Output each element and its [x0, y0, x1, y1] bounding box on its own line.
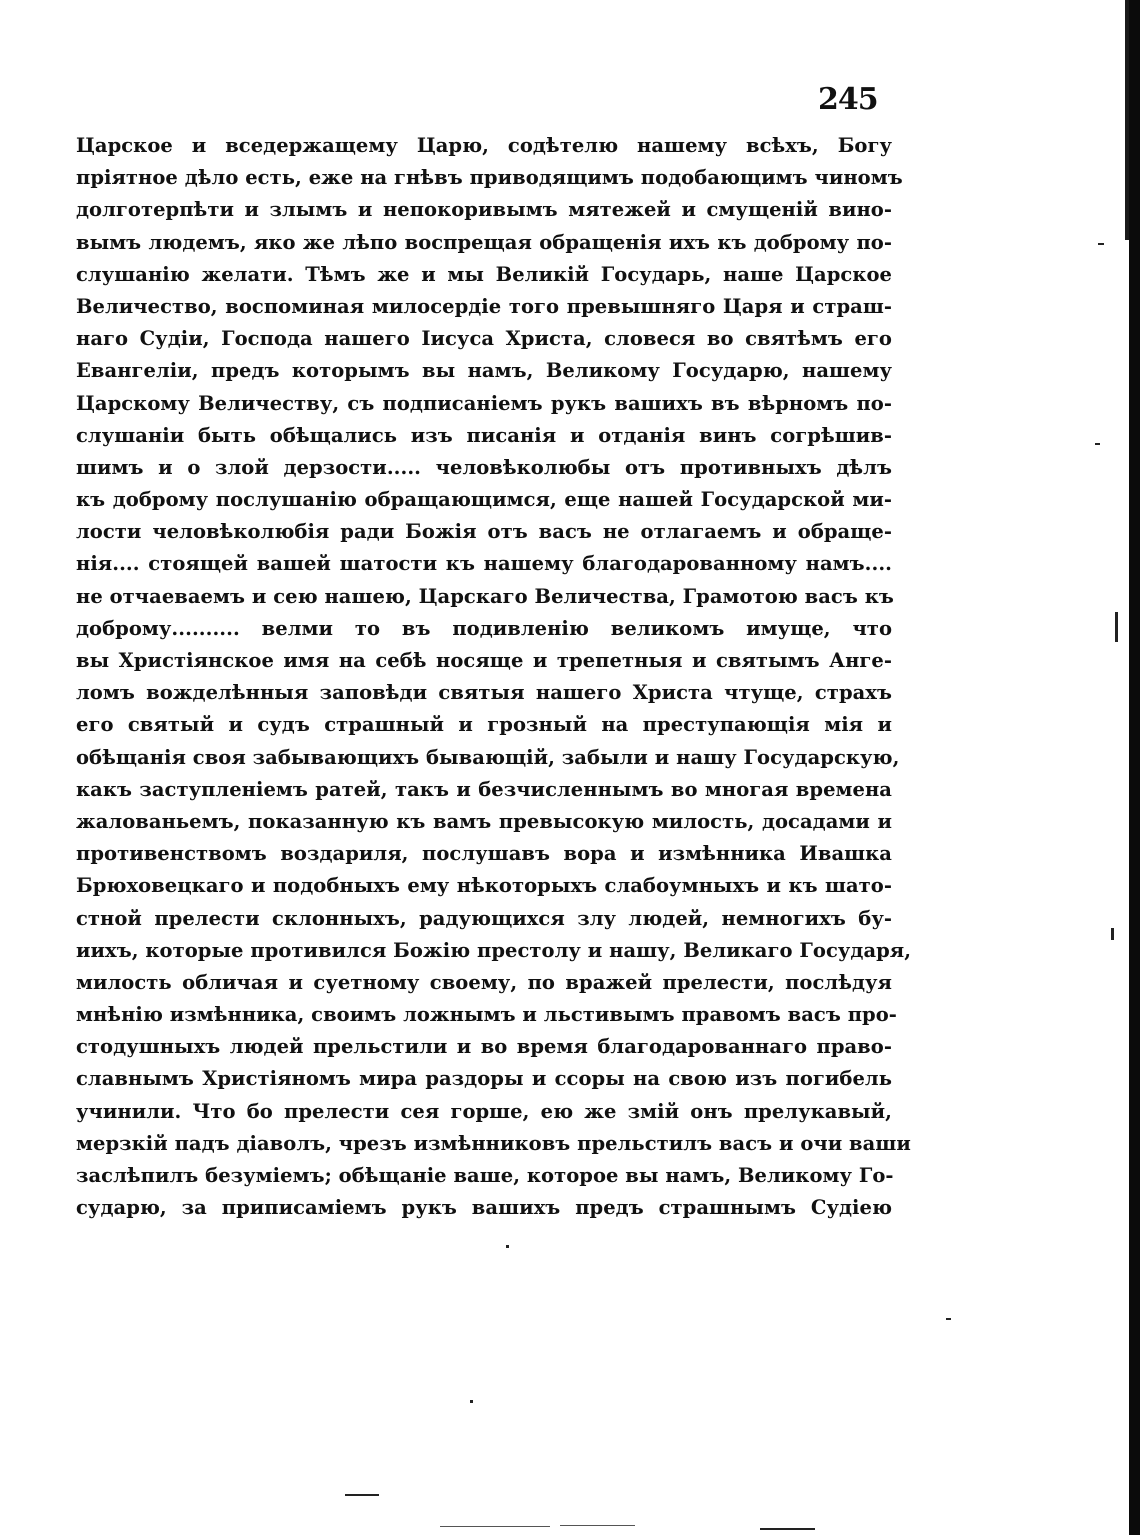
text-line: иихъ, которые противился Божію престолу и нашу, Великаго Государя,: [76, 938, 912, 962]
text-line: Брюховецкаго и подобныхъ ему нѣкоторыхъ слабоумныхъ и къ шато-: [76, 874, 892, 898]
scan-speck: [506, 1245, 509, 1248]
text-line: наго Судіи, Господа нашего Іисуса Христа, словеся во святѣмъ его: [76, 327, 892, 351]
text-line: стодушныхъ людей прельстили и во время благодарованнаго право-: [76, 1035, 892, 1059]
scan-edge-shadow-top: [1125, 0, 1129, 240]
text-line: вы Христіянское имя на себѣ носяще и трепетныя и святымъ Анге-: [76, 649, 892, 672]
text-line: ломъ вожделѣнныя заповѣди святыя нашего Христа чтуще, страхъ: [76, 681, 892, 705]
text-line: доброму.......... велми то въ подивленію великомъ имуще, что: [76, 616, 892, 640]
text-line: обѣщанія своя забывающихъ бывающій, забыли и нашу Государскую,: [76, 745, 900, 769]
body-text: [76, 130, 912, 1224]
text-line: нія.... стоящей вашей шатости къ нашему благодарованному намъ....: [76, 552, 892, 576]
text-line: Царское и вседержащему Царю, содѣтелю нашему всѣхъ, Богу: [76, 134, 892, 157]
text-line: Евангеліи, предъ которымъ вы намъ, Великому Государю, нашему: [76, 359, 892, 383]
text-line: лости человѣколюбія ради Божія отъ васъ не отлагаемъ и обраще-: [76, 520, 892, 544]
text-line: славнымъ Христіяномъ мира раздоры и ссоры на свою изъ погибель: [76, 1067, 892, 1091]
scan-speck: [470, 1400, 473, 1403]
text-line: Царскому Величеству, съ подписаніемъ рукъ вашихъ въ вѣрномъ по-: [76, 391, 892, 415]
text-line: учинили. Что бо прелести сея горше, ею же змій онъ прелукавый,: [76, 1099, 892, 1123]
scan-rule: [560, 1525, 635, 1526]
scan-rule: [440, 1526, 550, 1527]
scan-speck: [1111, 928, 1114, 940]
text-line: слушанію желати. Тѣмъ же и мы Великій Государь, наше Царское: [76, 262, 892, 286]
text-line: вымъ людемъ, яко же лѣпо воспрещая обращенія ихъ къ доброму по-: [76, 230, 892, 254]
text-line: не отчаеваемъ и сею нашею, Царскаго Величества, Грамотою васъ къ: [76, 584, 894, 608]
scan-rule: [760, 1528, 815, 1530]
text-line: жалованьемъ, показанную къ вамъ превысокую милость, досадами и: [76, 809, 892, 833]
text-line: къ доброму послушанію обращающимся, еще нашей Государской ми-: [76, 488, 892, 512]
scan-speck: [1098, 243, 1104, 245]
scan-speck: [1115, 612, 1118, 642]
text-line: мерзкій падъ діаволъ, чрезъ измѣнниковъ прельстилъ васъ и очи ваши: [76, 1131, 911, 1155]
scan-edge-shadow: [1129, 0, 1140, 1535]
text-line: слушаніи быть обѣщались изъ писанія и отданія винъ согрѣшив-: [76, 423, 892, 447]
text-line: стной прелести склонныхъ, радующихся злу людей, немногихъ бу-: [76, 906, 892, 930]
text-line: противенствомъ воздариля, послушавъ вора и измѣнника Ивашка: [76, 842, 892, 866]
page-number: 245: [818, 82, 878, 117]
text-line: заслѣпилъ безуміемъ; обѣщаніе ваше, которое вы намъ, Великому Го-: [76, 1164, 894, 1187]
text-line: шимъ и о злой дерзости..... человѣколюбы отъ противныхъ дѣлъ: [76, 455, 892, 479]
scan-speck: [946, 1318, 951, 1320]
text-line: Величество, воспоминая милосердіе того превышняго Царя и страш-: [76, 294, 892, 318]
text-line: пріятное дѣло есть, еже на гнѣвъ приводящимъ подобающимъ чиномъ: [76, 166, 903, 190]
text-line: мнѣнію измѣнника, своимъ ложнымъ и льстивымъ правомъ васъ про-: [76, 1003, 897, 1027]
scan-rule: [345, 1494, 379, 1496]
text-line: сударю, за приписаміемъ рукъ вашихъ предъ страшнымъ Судіею: [76, 1196, 892, 1220]
text-line: милость обличая и суетному своему, по вражей прелести, послѣдуя: [76, 970, 892, 994]
text-line: долготерпѣти и злымъ и непокоривымъ мятежей и смущеній вино-: [76, 198, 892, 222]
text-line: его святый и судъ страшный и грозный на преступающія мія и: [76, 713, 892, 737]
scan-speck: [1095, 443, 1100, 445]
text-line: какъ заступленіемъ ратей, такъ и безчисленнымъ во многая времена: [76, 777, 892, 801]
